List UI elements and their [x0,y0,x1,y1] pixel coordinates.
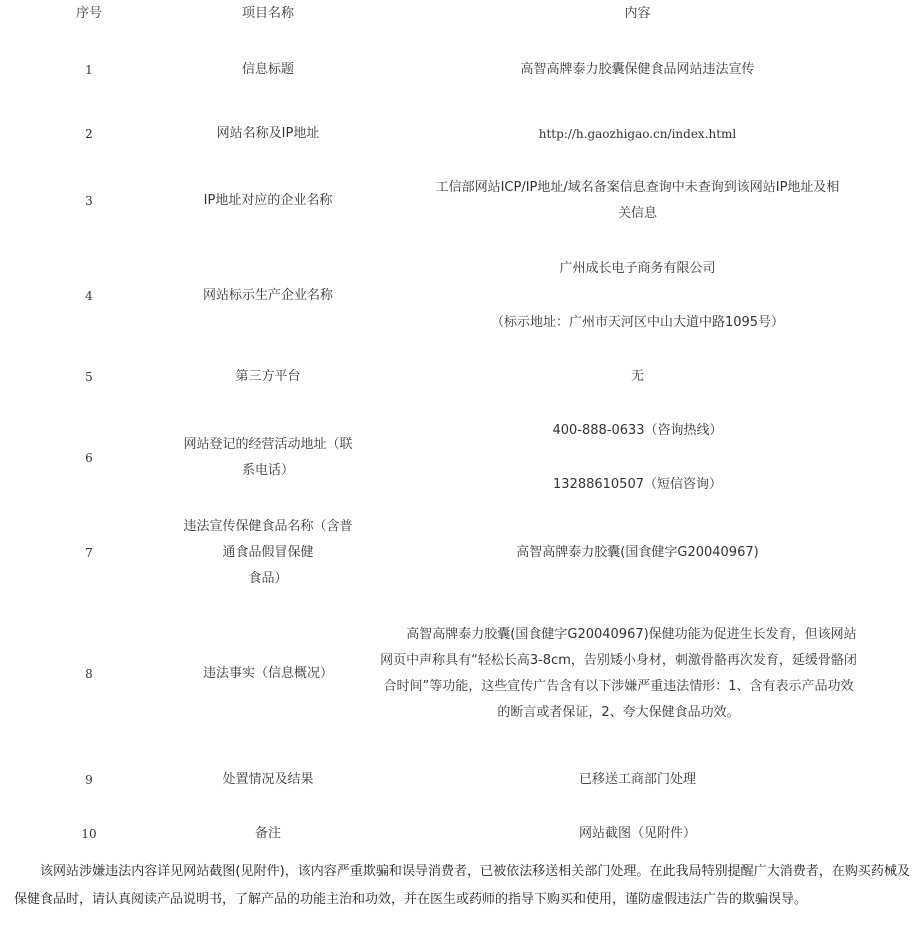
row-no: 5 [85,370,93,384]
row-no: 7 [85,546,93,560]
content-line: 400-888-0633（咨询热线） [552,423,723,438]
table-row [0,108,917,160]
row-content: http://h.gaozhigao.cn/index.html [538,127,737,141]
row-no: 1 [85,63,93,77]
row-no: 6 [85,451,93,465]
table-row [0,512,917,594]
table-row [0,242,917,350]
row-content: 高智高牌泰力胶囊(国食健字G20040967) [516,545,759,560]
table-row [0,754,917,806]
row-name: 违法事实（信息概况） [202,666,333,681]
row-content: 已移送工商部门处理 [578,772,696,787]
header-no: 序号 [75,6,102,21]
header-name: 项目名称 [241,6,294,21]
row-no: 4 [85,289,93,303]
table-row [0,160,917,242]
row-name: 网站登记的经营活动地址（联系电话） [183,437,353,478]
content-line: 工信部网站ICP/IP地址/域名备案信息查询中未查询到该网站IP地址及相 [435,180,840,195]
table-header-row [0,0,917,32]
row-no: 9 [85,773,93,787]
table-row [0,806,917,862]
table-row [0,594,917,754]
row-no: 8 [85,667,93,681]
row-name: 处置情况及结果 [222,772,314,787]
row-content [358,160,917,242]
table-row [0,350,917,404]
content-line: 关信息 [617,206,657,221]
row-no: 2 [85,127,93,141]
content-line: （标示地址：广州市天河区中山大道中路1095号） [490,315,785,330]
row-content [358,404,917,512]
row-no: 10 [81,827,97,841]
table-row [0,32,917,108]
header-content: 内容 [624,6,651,21]
name-line: 违法宣传保健食品名称（含普通食品假冒保健 [183,519,353,560]
row-content [358,242,917,350]
row-name: 第三方平台 [235,369,301,384]
footer-notice: 该网站涉嫌违法内容详见网站截图(见附件)，该内容严重欺骗和误导消费者，已被依法移送相关部门处理。在此我局特别提醒广大消费者，在购买药械及保健食品时，请认真阅读产品说明书，了解产品的功能主治和功效，并在医生或药师的指导下购买和使用，谨防虚假违法广告的欺骗误导。 [14,864,910,907]
row-content: 无 [630,369,644,384]
row-name: 网站标示生产企业名称 [202,288,333,303]
row-name: 网站名称及IP地址 [216,126,320,141]
row-content: 高智高牌泰力胶囊(国食健字G20040967)保健功能为促进生长发育，但该网站网页中声称具有“轻松长高3-8cm，告别矮小身材，刺激骨骼再次发育，延缓骨骼闭合时间”等功能，这些宣传广告含有以下涉嫌严重违法情形：1、含有表示产品功效的断言或者保证，2、夸大保健食品功效。 [380,627,857,720]
row-content: 网站截图（见附件） [578,826,696,841]
row-content: 高智高牌泰力胶囊保健食品网站违法宣传 [520,62,755,77]
row-no: 3 [85,194,93,208]
row-name [178,512,358,594]
table-row [0,404,917,512]
name-line: 食品） [248,571,288,586]
content-line: 广州成长电子商务有限公司 [559,261,716,276]
row-name: 备注 [254,826,281,841]
row-name: 信息标题 [241,62,294,77]
content-line: 13288610507（短信咨询） [553,477,722,492]
row-name: IP地址对应的企业名称 [203,193,333,208]
